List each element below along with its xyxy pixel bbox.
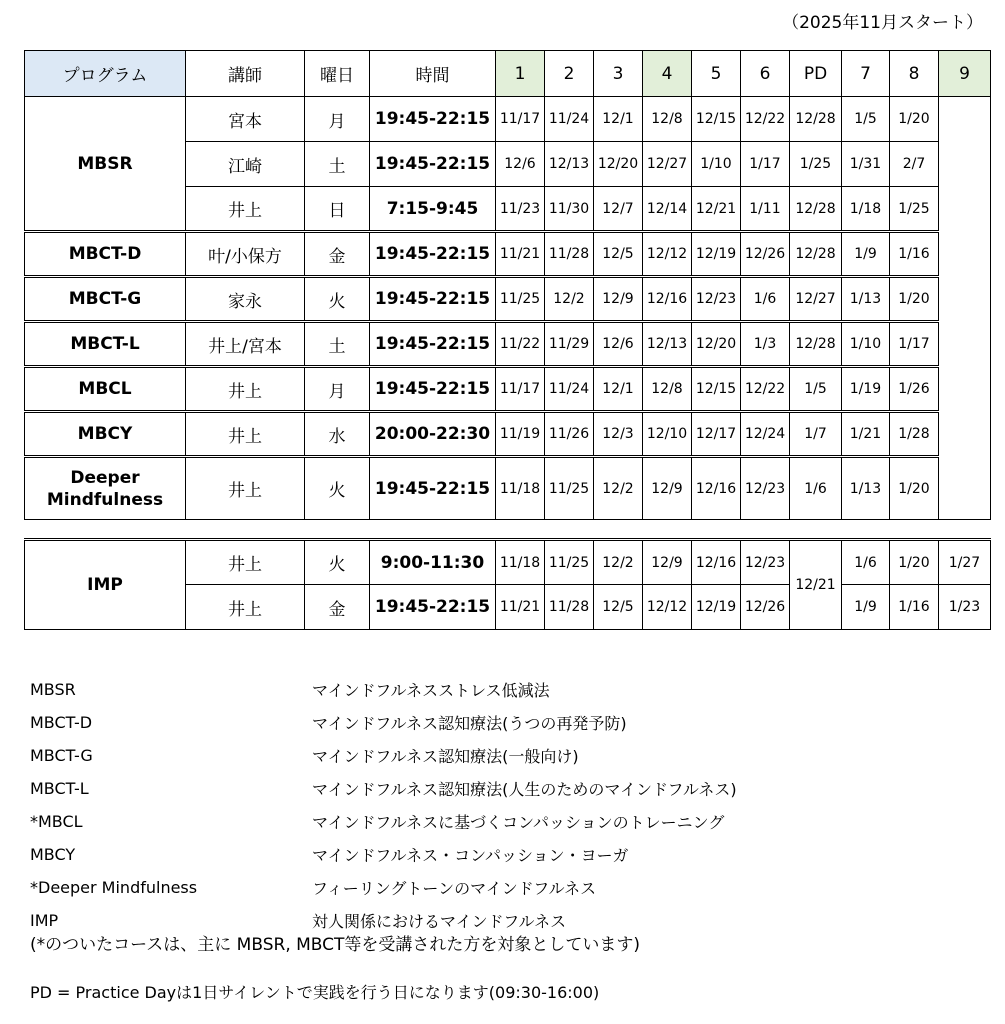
session-date: 1/9	[842, 232, 890, 277]
table-row	[25, 540, 991, 585]
session-date-pd: 1/25	[790, 142, 842, 187]
weekday: 火	[305, 540, 370, 585]
session-date: 12/12	[643, 585, 692, 630]
session-date: 12/16	[643, 277, 692, 322]
legend-code: *MBCL	[30, 812, 83, 831]
table-row	[25, 97, 991, 142]
col-header-session: 4	[643, 51, 692, 97]
table-row	[25, 412, 991, 457]
session-date: 1/9	[842, 585, 890, 630]
session-date-pd: 1/5	[790, 367, 842, 412]
session-date: 11/21	[496, 232, 545, 277]
legend-item	[30, 673, 990, 706]
col-header-time: 時間	[370, 51, 496, 97]
program-name: MBSR	[25, 97, 186, 232]
program-name: MBCT-D	[25, 232, 186, 277]
session-date: 12/5	[594, 585, 643, 630]
session-date-pd: 12/28	[790, 187, 842, 232]
header-row	[25, 51, 991, 97]
time: 19:45-22:15	[370, 322, 496, 367]
session-date: 11/17	[496, 97, 545, 142]
session-date: 11/26	[545, 412, 594, 457]
session-date: 12/13	[545, 142, 594, 187]
program-name	[25, 457, 186, 520]
weekday: 水	[305, 412, 370, 457]
session-date: 12/26	[741, 232, 790, 277]
session-date-pd: 1/6	[790, 457, 842, 520]
time: 19:45-22:15	[370, 232, 496, 277]
session-date: 1/11	[741, 187, 790, 232]
time: 19:45-22:15	[370, 142, 496, 187]
legend-code: MBCY	[30, 845, 76, 864]
session-date: 11/30	[545, 187, 594, 232]
session-date: 1/10	[692, 142, 741, 187]
session-date: 12/16	[692, 540, 741, 585]
session-date: 1/26	[890, 367, 939, 412]
session-date: 11/24	[545, 97, 594, 142]
time: 9:00-11:30	[370, 540, 496, 585]
col-header-pd: PD	[790, 51, 842, 97]
imp-table	[24, 538, 991, 630]
legend-description: 対人関係におけるマインドフルネス	[312, 912, 567, 931]
instructor: 叶/小保方	[186, 232, 305, 277]
session-date: 1/18	[842, 187, 890, 232]
session-date: 12/5	[594, 232, 643, 277]
session-date: 12/8	[643, 97, 692, 142]
instructor: 井上	[186, 367, 305, 412]
session-date: 1/27	[939, 540, 991, 585]
col-header-session: 5	[692, 51, 741, 97]
legend-code: MBCT-L	[30, 779, 89, 798]
session-date: 12/6	[496, 142, 545, 187]
session-date: 12/9	[643, 540, 692, 585]
instructor: 井上	[186, 457, 305, 520]
session-date: 1/3	[741, 322, 790, 367]
session-date: 1/25	[890, 187, 939, 232]
program-name: MBCT-L	[25, 322, 186, 367]
legend-description: マインドフルネス認知療法(人生のためのマインドフルネス)	[312, 780, 737, 799]
program-name-line2: Mindfulness	[46, 489, 164, 510]
session-date: 12/12	[643, 232, 692, 277]
session-date: 11/19	[496, 412, 545, 457]
session-date: 12/20	[692, 322, 741, 367]
asterisk-note: (*のついたコースは、主に MBSR, MBCT等を受講された方を対象としています)	[30, 935, 641, 955]
session-date: 12/17	[692, 412, 741, 457]
session-date: 11/24	[545, 367, 594, 412]
session-date: 12/9	[594, 277, 643, 322]
session-date: 11/21	[496, 585, 545, 630]
session-date: 11/18	[496, 457, 545, 520]
table-row	[25, 322, 991, 367]
session-date: 12/16	[692, 457, 741, 520]
practice-day-note: PD = Practice Dayは1日サイレントで実践を行う日になります(09:30-16:00)	[30, 983, 600, 1002]
session-date: 1/31	[842, 142, 890, 187]
legend-item	[30, 706, 990, 739]
session-date: 12/22	[741, 97, 790, 142]
col-header-session: 8	[890, 51, 939, 97]
legend-item	[30, 772, 990, 805]
weekday: 日	[305, 187, 370, 232]
session-date: 1/17	[741, 142, 790, 187]
session-date: 12/13	[643, 322, 692, 367]
session-date: 12/20	[594, 142, 643, 187]
session-date: 1/21	[842, 412, 890, 457]
session-date: 1/20	[890, 457, 939, 520]
session-date-pd: 12/28	[790, 232, 842, 277]
time: 19:45-22:15	[370, 367, 496, 412]
program-name: IMP	[25, 540, 186, 630]
session-date: 11/28	[545, 232, 594, 277]
session-date: 1/6	[842, 540, 890, 585]
instructor: 宮本	[186, 97, 305, 142]
session-date-pd: 12/21	[790, 540, 842, 630]
time: 19:45-22:15	[370, 97, 496, 142]
session-date: 11/22	[496, 322, 545, 367]
session-date: 11/25	[545, 540, 594, 585]
session-date: 2/7	[890, 142, 939, 187]
col-header-weekday: 曜日	[305, 51, 370, 97]
session-date: 11/28	[545, 585, 594, 630]
session-date: 1/5	[842, 97, 890, 142]
session-date: 12/14	[643, 187, 692, 232]
session-date-pd: 1/7	[790, 412, 842, 457]
session-date-pd: 12/28	[790, 322, 842, 367]
session-date: 1/28	[890, 412, 939, 457]
session-date: 11/18	[496, 540, 545, 585]
session-date: 12/19	[692, 585, 741, 630]
session-date: 12/24	[741, 412, 790, 457]
weekday: 金	[305, 585, 370, 630]
empty-cell	[939, 97, 991, 520]
start-date-note: （2025年11月スタート）	[782, 13, 983, 33]
session-date: 1/20	[890, 97, 939, 142]
session-date: 1/6	[741, 277, 790, 322]
session-date: 1/17	[890, 322, 939, 367]
table-row	[25, 277, 991, 322]
instructor: 井上	[186, 585, 305, 630]
session-date: 12/27	[643, 142, 692, 187]
col-header-session: 1	[496, 51, 545, 97]
session-date: 12/23	[741, 457, 790, 520]
session-date: 12/26	[741, 585, 790, 630]
col-header-program: プログラム	[25, 51, 186, 97]
col-header-session: 6	[741, 51, 790, 97]
session-date: 12/21	[692, 187, 741, 232]
program-name: MBCY	[25, 412, 186, 457]
weekday: 土	[305, 142, 370, 187]
legend-item	[30, 739, 990, 772]
legend-description: マインドフルネスストレス低減法	[312, 681, 550, 700]
weekday: 月	[305, 97, 370, 142]
session-date: 12/19	[692, 232, 741, 277]
legend-description: マインドフルネス認知療法(うつの再発予防)	[312, 714, 627, 733]
session-date: 12/23	[741, 540, 790, 585]
instructor: 江崎	[186, 142, 305, 187]
session-date: 1/16	[890, 232, 939, 277]
session-date: 12/6	[594, 322, 643, 367]
weekday: 月	[305, 367, 370, 412]
col-header-instructor: 講師	[186, 51, 305, 97]
program-name: MBCT-G	[25, 277, 186, 322]
session-date: 1/16	[890, 585, 939, 630]
col-header-session: 7	[842, 51, 890, 97]
instructor: 井上	[186, 412, 305, 457]
legend-code: MBCT-D	[30, 713, 93, 732]
session-date: 12/1	[594, 367, 643, 412]
legend-description: マインドフルネス・コンパッション・ヨーガ	[312, 846, 629, 865]
legend-item	[30, 805, 990, 838]
session-date: 12/2	[594, 540, 643, 585]
legend-description: マインドフルネス認知療法(一般向け)	[312, 747, 579, 766]
session-date: 12/23	[692, 277, 741, 322]
session-date: 1/13	[842, 457, 890, 520]
session-date-pd: 12/28	[790, 97, 842, 142]
instructor: 井上/宮本	[186, 322, 305, 367]
session-date: 12/15	[692, 367, 741, 412]
col-header-session: 2	[545, 51, 594, 97]
session-date: 11/25	[545, 457, 594, 520]
session-date: 1/13	[842, 277, 890, 322]
session-date: 12/7	[594, 187, 643, 232]
session-date: 12/9	[643, 457, 692, 520]
table-row	[25, 232, 991, 277]
program-legend	[30, 673, 990, 937]
weekday: 金	[305, 232, 370, 277]
instructor: 家永	[186, 277, 305, 322]
legend-item	[30, 871, 990, 904]
legend-code: *Deeper Mindfulness	[30, 878, 198, 897]
session-date: 12/3	[594, 412, 643, 457]
legend-description: マインドフルネスに基づくコンパッションのトレーニング	[312, 813, 725, 832]
time: 19:45-22:15	[370, 277, 496, 322]
session-date: 1/20	[890, 277, 939, 322]
program-name-line1: Deeper	[70, 467, 140, 488]
weekday: 火	[305, 277, 370, 322]
schedule-table	[24, 50, 991, 520]
instructor: 井上	[186, 540, 305, 585]
table-row	[25, 367, 991, 412]
weekday: 火	[305, 457, 370, 520]
session-date: 12/8	[643, 367, 692, 412]
session-date: 11/17	[496, 367, 545, 412]
time: 19:45-22:15	[370, 457, 496, 520]
session-date: 1/20	[890, 540, 939, 585]
session-date: 1/23	[939, 585, 991, 630]
session-date-pd: 12/27	[790, 277, 842, 322]
time: 19:45-22:15	[370, 585, 496, 630]
session-date: 11/29	[545, 322, 594, 367]
session-date: 11/23	[496, 187, 545, 232]
session-date: 11/25	[496, 277, 545, 322]
session-date: 12/1	[594, 97, 643, 142]
legend-code: MBCT-G	[30, 746, 93, 765]
session-date: 12/10	[643, 412, 692, 457]
legend-code: MBSR	[30, 680, 76, 699]
time: 20:00-22:30	[370, 412, 496, 457]
program-name: MBCL	[25, 367, 186, 412]
legend-item	[30, 838, 990, 871]
weekday: 土	[305, 322, 370, 367]
session-date: 12/15	[692, 97, 741, 142]
session-date: 12/22	[741, 367, 790, 412]
session-date: 1/19	[842, 367, 890, 412]
col-header-session: 3	[594, 51, 643, 97]
legend-description: フィーリングトーンのマインドフルネス	[312, 879, 597, 898]
time: 7:15-9:45	[370, 187, 496, 232]
table-row	[25, 457, 991, 520]
session-date: 1/10	[842, 322, 890, 367]
instructor: 井上	[186, 187, 305, 232]
legend-code: IMP	[30, 911, 59, 930]
session-date: 12/2	[594, 457, 643, 520]
session-date: 12/2	[545, 277, 594, 322]
col-header-session: 9	[939, 51, 991, 97]
